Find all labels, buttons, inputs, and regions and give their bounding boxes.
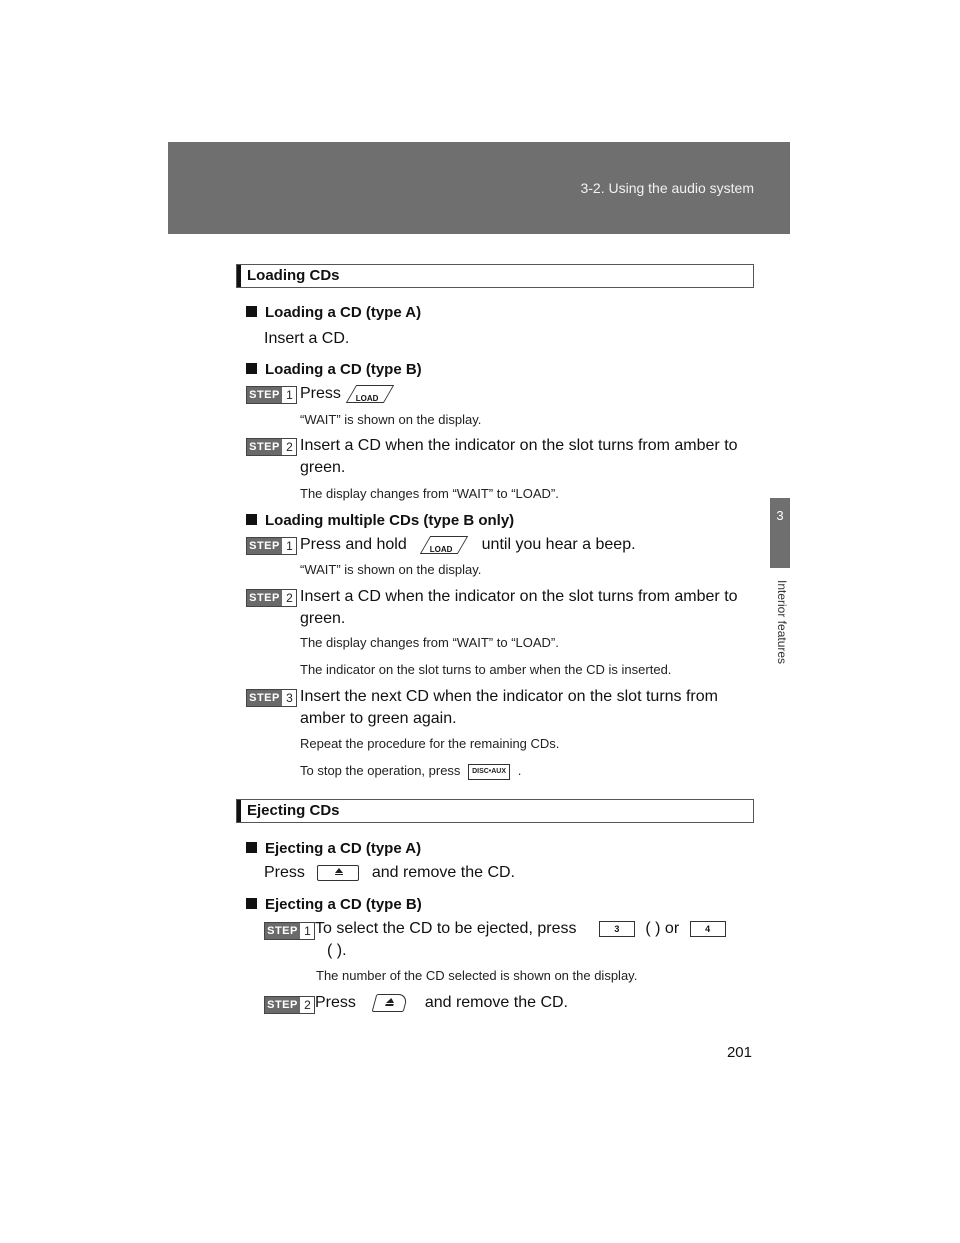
section-ejecting-cds — [236, 799, 754, 823]
loading-type-a-text: Insert a CD. — [264, 330, 350, 347]
chapter-header — [168, 142, 790, 234]
section-loading-cds — [236, 264, 754, 288]
side-tab-label — [771, 580, 789, 700]
step-badge: STEP 2 — [246, 438, 297, 456]
side-tab-label-text: Interior features — [775, 580, 789, 665]
loading-b-step1-note: “WAIT” is shown on the display. — [300, 412, 482, 427]
ejecting-b-step1-text: To select the CD to be ejected, press 3 ( ) or 4 ( ). — [315, 918, 732, 962]
section-bar — [237, 265, 241, 287]
loading-b-step2-note: The display changes from “WAIT” to “LOAD”. — [300, 486, 559, 501]
multiple-step2-note1: The display changes from “WAIT” to “LOAD”. — [300, 635, 559, 650]
preset-3-button-icon: 3 — [599, 921, 635, 937]
subheading-ejecting-type-a: Ejecting a CD (type A) — [246, 840, 421, 857]
multiple-step3-note2: To stop the operation, press DISC•AUX . — [300, 763, 522, 778]
eject-button-icon — [317, 865, 359, 881]
subheading-loading-type-a: Loading a CD (type A) — [246, 304, 421, 321]
chapter-title: 3-2. Using the audio system — [580, 180, 754, 196]
multiple-step2-note2: The indicator on the slot turns to amber when the CD is inserted. — [300, 662, 672, 677]
multiple-step3-note1: Repeat the procedure for the remaining CDs. — [300, 736, 560, 751]
loading-b-step2-text: Insert a CD when the indicator on the slot turns from amber to green. — [300, 437, 738, 476]
step-badge: STEP 3 — [246, 689, 297, 707]
multiple-step1-text: Press and hold LOAD until you hear a beep. — [300, 536, 636, 554]
eject-button-icon — [372, 994, 409, 1012]
step-badge: STEP 2 — [264, 996, 315, 1014]
loading-b-step1-text: Press LOAD — [300, 383, 395, 405]
square-bullet-icon — [246, 514, 257, 525]
side-tab — [770, 498, 790, 568]
ejecting-b-step1-note: The number of the CD selected is shown on the display. — [316, 968, 638, 983]
multiple-step2-text: Insert a CD when the indicator on the slot turns from amber to green. — [300, 588, 738, 627]
subheading-ejecting-type-b: Ejecting a CD (type B) — [246, 896, 422, 913]
square-bullet-icon — [246, 306, 257, 317]
preset-4-button-icon: 4 — [690, 921, 726, 937]
side-tab-number: 3 — [776, 508, 784, 523]
ejecting-type-a-text: Press and remove the CD. — [264, 864, 515, 881]
step-badge: STEP 1 — [264, 922, 315, 940]
page-number: 201 — [726, 1044, 752, 1061]
step-badge: STEP 2 — [246, 589, 297, 607]
multiple-step1-note: “WAIT” is shown on the display. — [300, 562, 482, 577]
disc-aux-button-icon: DISC•AUX — [468, 764, 510, 780]
square-bullet-icon — [246, 898, 257, 909]
load-button-icon: LOAD — [420, 536, 468, 554]
load-button-icon: LOAD — [346, 385, 394, 403]
ejecting-b-step2-text: Press and remove the CD. — [315, 994, 568, 1011]
section-title: Ejecting CDs — [247, 802, 340, 819]
step-badge: STEP 1 — [246, 386, 297, 404]
square-bullet-icon — [246, 363, 257, 374]
section-title: Loading CDs — [247, 267, 340, 284]
section-bar — [237, 800, 241, 822]
step-badge: STEP 1 — [246, 537, 297, 555]
subheading-loading-type-b: Loading a CD (type B) — [246, 361, 422, 378]
multiple-step3-text: Insert the next CD when the indicator on the slot turns from amber to green again. — [300, 688, 718, 727]
square-bullet-icon — [246, 842, 257, 853]
subheading-loading-multiple: Loading multiple CDs (type B only) — [246, 512, 514, 529]
